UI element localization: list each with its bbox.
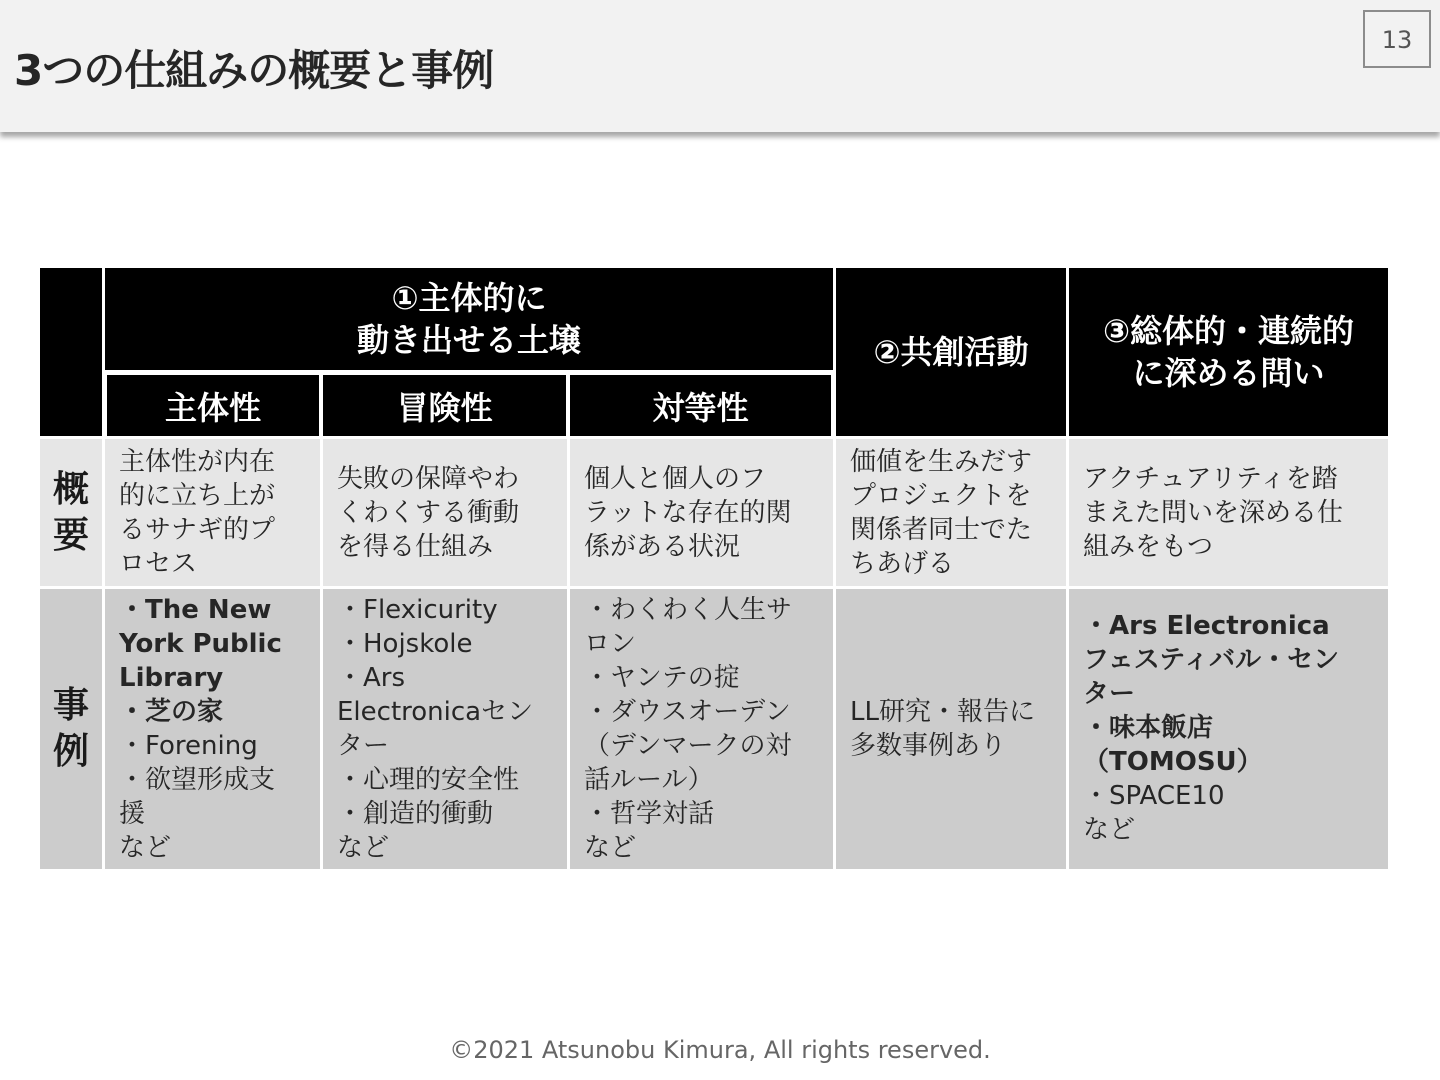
subheader-taitousei: 対等性	[570, 375, 831, 436]
text-line: York Public	[119, 629, 282, 659]
text-line: （TOMOSU）	[1083, 747, 1263, 777]
table-corner	[40, 268, 102, 436]
examples-cell-1	[105, 589, 320, 869]
text-line: プロジェクトを	[850, 480, 1032, 511]
text-line: ・味本飯店	[1083, 713, 1214, 743]
header-col-5-line1: ③総体的・連続的	[1102, 312, 1355, 350]
text-line: 価値を生みだす	[850, 446, 1033, 477]
overview-cell-1	[105, 439, 320, 586]
text-line: を得る仕組み	[337, 531, 494, 562]
text-line: 係がある状況	[584, 531, 741, 562]
slide-title: 3つの仕組みの概要と事例	[14, 46, 494, 95]
row-label-examples-char2: 例	[52, 731, 89, 772]
overview-cell-5	[1069, 439, 1388, 586]
header-col-4: ②共創活動	[836, 268, 1066, 436]
row-label-examples-char1: 事	[52, 685, 89, 726]
row-label-overview-char2: 要	[52, 514, 89, 556]
text-line: ・芝の家	[119, 697, 224, 727]
text-line: など	[1083, 815, 1136, 845]
text-line: ター	[1083, 679, 1136, 709]
row-label-overview-char1: 概	[52, 468, 89, 510]
text-line: ・創造的衝動	[337, 799, 494, 829]
text-line: ちあげる	[850, 548, 955, 579]
overview-cell-3	[570, 439, 833, 586]
text-line: ター	[337, 731, 390, 761]
text-line: 関係者同士でた	[850, 514, 1033, 545]
text-line: ・ヤンテの掟	[584, 663, 740, 693]
text-line: など	[337, 833, 390, 863]
header-group-1	[105, 268, 833, 370]
text-line: ・Flexicurity	[337, 595, 498, 625]
slide-header	[0, 0, 1440, 132]
text-line: など	[584, 833, 637, 863]
text-line: 主体性が内在	[119, 446, 276, 477]
text-line: 的に立ち上が	[119, 480, 276, 511]
text-line: LL研究・報告に	[850, 697, 1035, 727]
subheader-shutaisei: 主体性	[107, 375, 319, 436]
text-line: ・SPACE10	[1083, 781, 1225, 811]
text-line: ・欲望形成支	[119, 765, 276, 795]
text-line: アクチュアリティを踏	[1083, 463, 1338, 494]
text-line: 話ルール）	[584, 765, 714, 795]
text-line: フェスティバル・セン	[1083, 645, 1340, 675]
text-line: 組みをもつ	[1083, 531, 1214, 562]
page-number: 13	[1363, 10, 1431, 68]
text-line: Library	[119, 663, 224, 693]
text-line: ・わくわく人生サ	[584, 595, 793, 625]
text-line: 多数事例あり	[850, 731, 1007, 761]
text-line: ・The New	[119, 595, 272, 625]
text-line: ロン	[584, 629, 637, 659]
text-line: ・ダウスオーデン	[584, 697, 791, 727]
text-line: ・哲学対話	[584, 799, 715, 829]
examples-cell-3	[570, 589, 833, 869]
examples-cell-5	[1069, 589, 1388, 869]
header-group-1-line2: 動き出せる土壌	[356, 321, 581, 359]
text-line: まえた問いを深める仕	[1083, 497, 1344, 528]
text-line: ・Ars	[337, 663, 406, 693]
examples-cell-4	[836, 589, 1066, 869]
row-label-examples	[40, 589, 102, 869]
text-line: ・Ars Electronica	[1083, 611, 1330, 641]
header-group-1-line1: ①主体的に	[391, 279, 547, 317]
text-line: るサナギ的プ	[119, 514, 276, 545]
text-line: 個人と個人のフ	[584, 463, 767, 494]
overview-cell-4	[836, 439, 1066, 586]
row-label-overview	[40, 439, 102, 586]
text-line: 援	[119, 799, 146, 829]
examples-cell-2	[323, 589, 567, 869]
text-line: Electronicaセン	[337, 697, 534, 727]
text-line: 失敗の保障やわ	[337, 463, 520, 494]
copyright-footer: ©2021 Atsunobu Kimura, All rights reserved.	[449, 1036, 991, 1064]
text-line: （デンマークの対	[584, 731, 792, 761]
text-line: くわくする衝動	[337, 497, 520, 528]
subheader-boukensei: 冒険性	[323, 375, 566, 436]
text-line: ロセス	[119, 548, 198, 579]
text-line: など	[119, 833, 172, 863]
overview-cell-2	[323, 439, 567, 586]
text-line: ・Forening	[119, 731, 258, 761]
header-col-5	[1069, 268, 1388, 436]
header-col-5-line2: に深める問い	[1132, 354, 1325, 392]
text-line: ・心理的安全性	[337, 765, 520, 795]
text-line: ラットな存在的関	[584, 497, 792, 528]
text-line: ・Hojskole	[337, 629, 473, 659]
